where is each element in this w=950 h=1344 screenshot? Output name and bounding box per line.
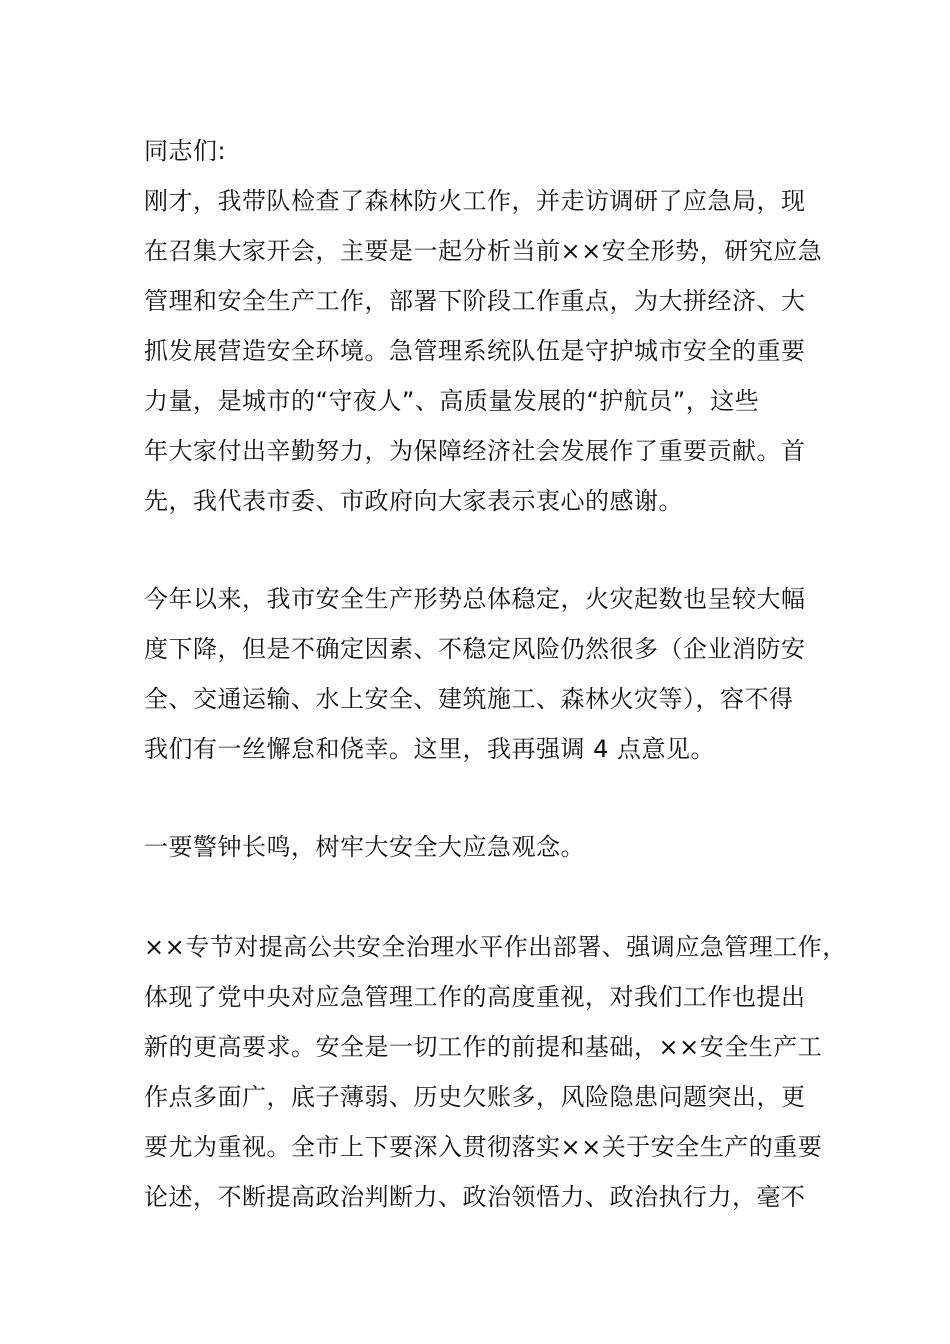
paragraph-2 (144, 574, 824, 774)
paragraph-3 (144, 922, 847, 1222)
text-line: 先，我代表市委、市政府向大家表示衷心的感谢。 (144, 487, 683, 515)
text-line: 体现了党中央对应急管理工作的高度重视，对我们工作也提出 (144, 983, 806, 1011)
text-line: 在召集大家开会，主要是一起分析当前××安全形势，研究应急 (144, 237, 823, 265)
text-line: 全、交通运输、水上安全、建筑施工、森林火灾等），容不得 (144, 685, 794, 713)
text-line: 我们有一丝懈怠和侥幸。这里，我再强调 4 点意见。 (144, 735, 716, 763)
text-line: 新的更高要求。安全是一切工作的前提和基础，××安全生产工 (144, 1033, 823, 1061)
text-line: ××专节对提高公共安全治理水平作出部署、强调应急管理工作， (144, 933, 847, 961)
text-line: 作点多面广，底子薄弱、历史欠账多，风险隐患问题突出，更 (144, 1083, 806, 1111)
paragraph-1 (144, 176, 824, 526)
salutation-line: 同志们: (144, 137, 227, 165)
text-line: 力量，是城市的“守夜人”、高质量发展的“护航员”，这些 (144, 387, 760, 415)
text-line: 论述，不断提高政治判断力、政治领悟力、政治执行力，毫不 (144, 1183, 806, 1211)
text-line: 年大家付出辛勤努力，为保障经济社会发展作了重要贡献。首 (144, 437, 806, 465)
text-line: 抓发展营造安全环境。急管理系统队伍是守护城市安全的重要 (144, 337, 806, 365)
text-line: 刚才，我带队检查了森林防火工作，并走访调研了应急局，现 (144, 187, 806, 215)
text-line: 今年以来，我市安全生产形势总体稳定，火灾起数也呈较大幅 (144, 585, 806, 613)
text-line: 管理和安全生产工作，部署下阶段工作重点，为大拼经济、大 (144, 287, 806, 315)
salutation (144, 126, 824, 176)
text-line: 要尤为重视。全市上下要深入贯彻落实××关于安全生产的重要 (144, 1133, 823, 1161)
heading-line: 一要警钟长鸣，树牢大安全大应急观念。 (144, 833, 585, 861)
text-line: 度下降，但是不确定因素、不稳定风险仍然很多（企业消防安 (144, 635, 806, 663)
section-heading (144, 822, 824, 872)
